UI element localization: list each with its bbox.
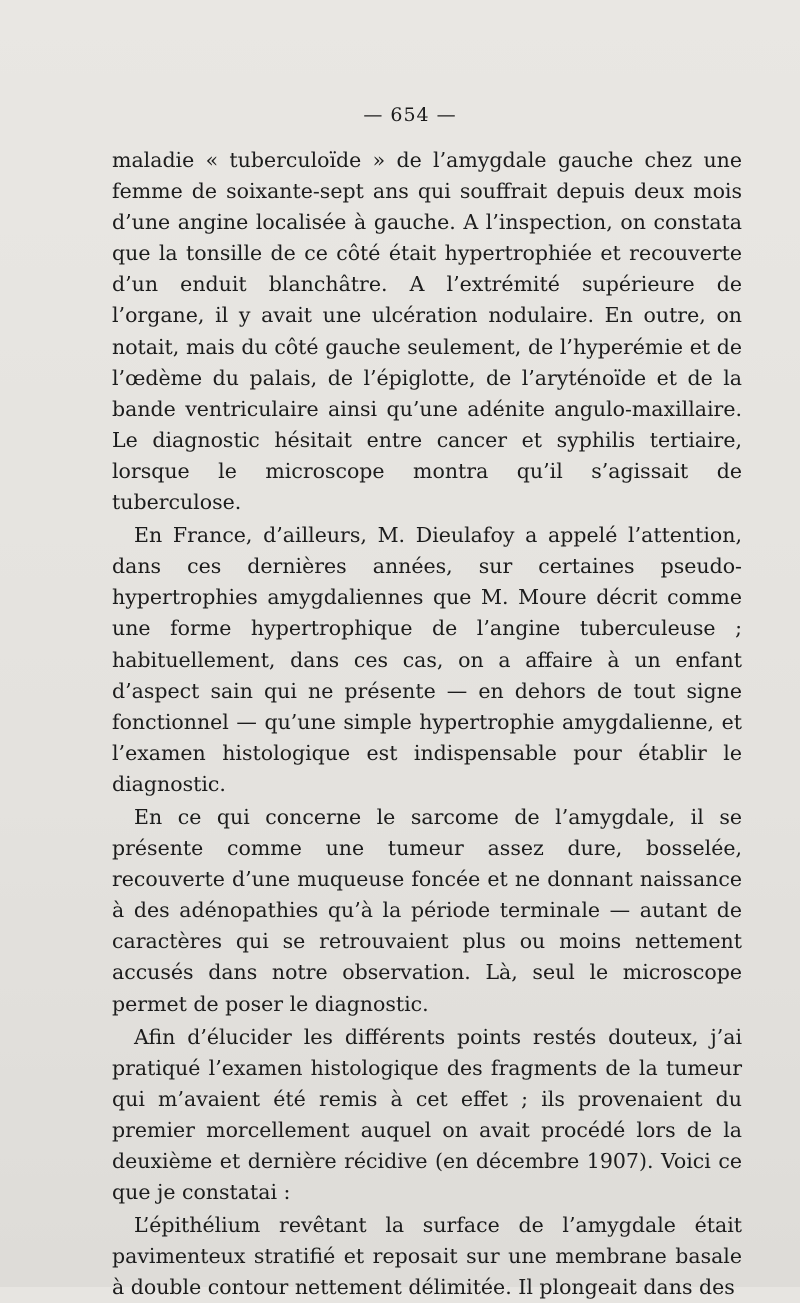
paragraph-dieulafoy: En France, d’ailleurs, M. Dieulafoy a appelé l’attention, dans ces dernières années, sur certaines pseudo-hypertrophies amygdaliennes que M. Moure décrit comme une forme hypertrophique de l’angine tuberculeuse ; habituellement, dans ces cas, on a affaire à un enfant d’aspect sain qui ne présente — en dehors de tout signe fonctionnel — qu’une simple hypertrophie amygdalienne, et l’examen histologique est indispensable pour établir le diagnostic. <box>112 523 742 796</box>
paragraph-sarcome: En ce qui concerne le sarcome de l’amygdale, il se présente comme une tumeur assez dure, bosselée, recouverte d’une muqueuse foncée et ne donnant naissance à des adénopathies qu’à la période terminale — autant de caractères qui se retrouvaient plus ou moins nettement accusés dans notre observation. Là, seul le microscope permet de poser le diagnostic. <box>112 804 742 1016</box>
page-number: — 654 — <box>363 104 457 126</box>
page-body-text <box>112 145 742 1303</box>
paragraph-examen-histologique: Afin d’élucider les différents points restés douteux, j’ai pratiqué l’examen histologique des fragments de la tumeur qui m’avaient été remis à cet effet ; ils provenaient du premier morcellement auquel on avait procédé lors de la deuxième et dernière récidive (en décembre 1907). Voici ce que je constatai : <box>112 1024 742 1205</box>
paragraph-continued: maladie « tuberculoïde » de l’amygdale gauche chez une femme de soixante-sept ans qui souffrait depuis deux mois d’une angine localisée à gauche. A l’inspection, on constata que la tonsille de ce côté était hypertrophiée et recouverte d’un enduit blanchâtre. A l’extrémité supérieure de l’organe, il y avait une ulcération nodulaire. En outre, on notait, mais du côté gauche seulement, de l’hyperémie et de l’œdème du palais, de l’épiglotte, de l’aryténoïde et de la bande ventriculaire ainsi qu’une adénite angulo-maxillaire. Le diagnostic hésitait entre cancer et syphilis tertiaire, lorsque le microscope montra qu’il s’agissait de tuberculose. <box>112 148 742 515</box>
paragraph-epithelium: L’épithélium revêtant la surface de l’amygdale était pavimenteux stratifié et reposait sur une membrane basale à double contour nettement délimitée. Il plongeait dans des <box>112 1213 742 1300</box>
